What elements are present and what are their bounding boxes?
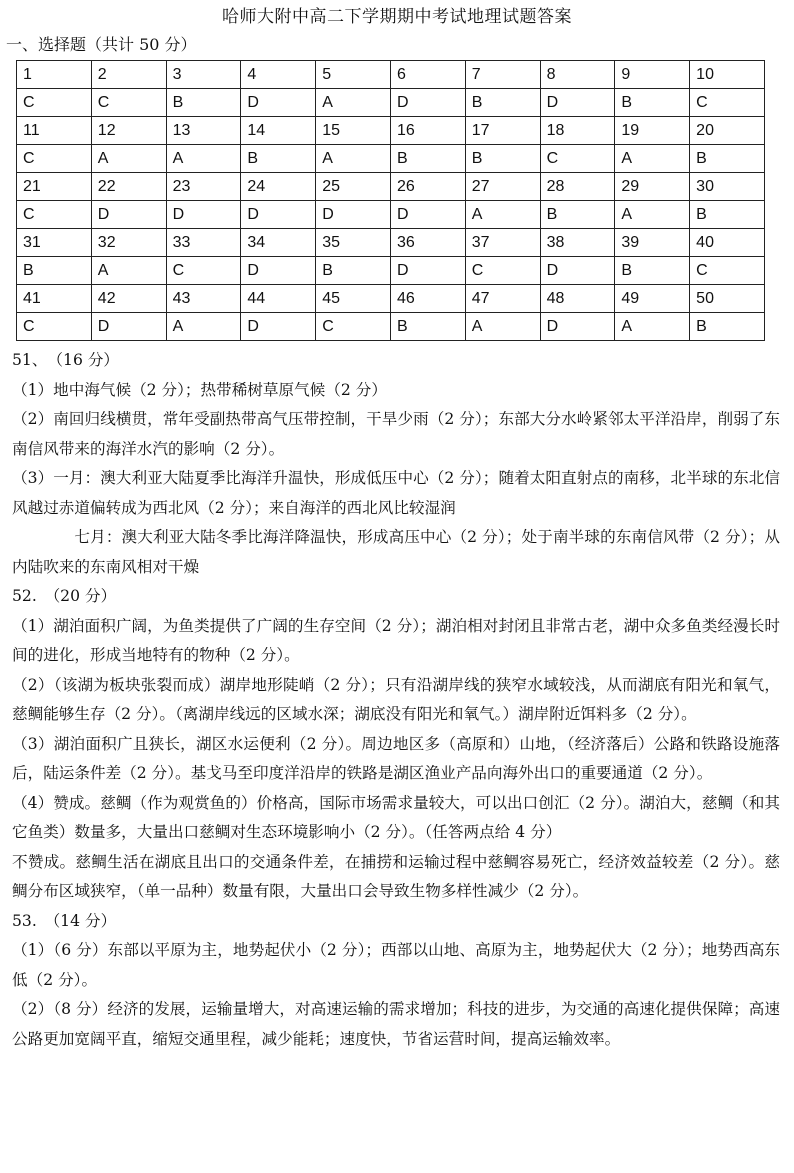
question-number-cell: 10	[690, 61, 765, 89]
answer-letter-cell: D	[241, 313, 316, 341]
answer-letter-cell: C	[17, 89, 92, 117]
page-title: 哈师大附中高二下学期期中考试地理试题答案	[222, 7, 572, 27]
answer-letter-row	[17, 313, 765, 341]
answer-letter-cell: B	[615, 89, 690, 117]
question-53-part-1: （1）（6 分）东部以平原为主，地势起伏小（2 分）；西部以山地、高原为主，地势起伏大（2 分）；地势西高东低（2 分）。	[12, 941, 780, 989]
answer-letter-cell: B	[465, 145, 540, 173]
question-number-cell: 29	[615, 173, 690, 201]
question-number-cell: 26	[390, 173, 465, 201]
question-number-cell: 11	[17, 117, 92, 145]
answer-letter-cell: B	[316, 257, 391, 285]
question-number-cell: 40	[690, 229, 765, 257]
answer-letter-cell: C	[91, 89, 166, 117]
question-number-cell: 5	[316, 61, 391, 89]
answer-letter-cell: C	[17, 313, 92, 341]
answer-letter-cell: A	[465, 201, 540, 229]
answer-table	[16, 60, 765, 341]
answer-letter-cell: B	[690, 145, 765, 173]
answer-table-body	[17, 61, 765, 341]
answer-letter-cell: A	[91, 257, 166, 285]
question-number-cell: 30	[690, 173, 765, 201]
answer-letter-cell: D	[241, 257, 316, 285]
question-number-cell: 16	[390, 117, 465, 145]
question-number-cell: 43	[166, 285, 241, 313]
answer-letter-cell: B	[390, 145, 465, 173]
answer-letter-cell: B	[540, 201, 615, 229]
answer-body	[12, 346, 780, 1054]
answer-letter-cell: A	[166, 145, 241, 173]
answer-letter-cell: C	[166, 257, 241, 285]
question-number-cell: 49	[615, 285, 690, 313]
question-number-cell: 44	[241, 285, 316, 313]
answer-letter-cell: D	[241, 201, 316, 229]
question-number-cell: 24	[241, 173, 316, 201]
answer-letter-cell: A	[615, 145, 690, 173]
question-number-cell: 33	[166, 229, 241, 257]
question-number-cell: 32	[91, 229, 166, 257]
question-number-cell: 9	[615, 61, 690, 89]
question-number-cell: 13	[166, 117, 241, 145]
question-number-row	[17, 229, 765, 257]
answer-letter-cell: A	[615, 201, 690, 229]
question-number-cell: 22	[91, 173, 166, 201]
question-number-cell: 19	[615, 117, 690, 145]
answer-letter-cell: D	[390, 201, 465, 229]
question-number-cell: 25	[316, 173, 391, 201]
question-number-cell: 42	[91, 285, 166, 313]
question-number-cell: 47	[465, 285, 540, 313]
question-51-part-1: （1）地中海气候（2 分）；热带稀树草原气候（2 分）	[12, 380, 387, 399]
answer-letter-cell: A	[166, 313, 241, 341]
question-number-cell: 46	[390, 285, 465, 313]
question-number-cell: 6	[390, 61, 465, 89]
question-number-cell: 41	[17, 285, 92, 313]
answer-letter-cell: D	[390, 89, 465, 117]
answer-letter-cell: B	[690, 201, 765, 229]
question-number-cell: 1	[17, 61, 92, 89]
question-number-row	[17, 285, 765, 313]
answer-letter-cell: B	[166, 89, 241, 117]
answer-letter-cell: D	[91, 313, 166, 341]
question-number-cell: 35	[316, 229, 391, 257]
question-52-part-2: （2）（该湖为板块张裂而成）湖岸地形陡峭（2 分）；只有沿湖岸线的狭窄水域较浅，从而湖底有阳光和氧气，慈鲷能够生存（2 分）。（离湖岸线远的区域水深；湖底没有阳光和氧气。）湖岸附近饵料多（2 分）。	[12, 675, 780, 723]
answer-letter-cell: B	[241, 145, 316, 173]
question-number-cell: 3	[166, 61, 241, 89]
answer-letter-cell: D	[540, 313, 615, 341]
answer-letter-cell: B	[465, 89, 540, 117]
question-51-part-3-july: 七月：澳大利亚大陆冬季比海洋降温快，形成高压中心（2 分）；处于南半球的东南信风带（2 分）；从内陆吹来的东南风相对干燥	[12, 528, 780, 576]
section-heading-multiple-choice: 一、选择题（共计 50 分）	[6, 35, 197, 54]
question-number-row	[17, 117, 765, 145]
question-52-part-1: （1）湖泊面积广阔，为鱼类提供了广阔的生存空间（2 分）；湖泊相对封闭且非常古老，湖中众多鱼类经漫长时间的进化，形成当地特有的物种（2 分）。	[12, 616, 780, 664]
question-number-cell: 23	[166, 173, 241, 201]
question-number-cell: 39	[615, 229, 690, 257]
question-number-cell: 14	[241, 117, 316, 145]
question-number-cell: 17	[465, 117, 540, 145]
answer-letter-row	[17, 201, 765, 229]
question-51-heading: 51、 （16 分）	[12, 351, 120, 369]
question-number-cell: 18	[540, 117, 615, 145]
question-53-heading: 53. （14 分）	[12, 911, 117, 930]
question-number-cell: 12	[91, 117, 166, 145]
answer-letter-cell: A	[615, 313, 690, 341]
question-number-cell: 7	[465, 61, 540, 89]
question-52-part-3: （3）湖泊面积广且狭长，湖区水运便利（2 分）。周边地区多（高原和）山地，（经济落后）公路和铁路设施落后，陆运条件差（2 分）。基戈马至印度洋沿岸的铁路是湖区渔业产品向海外出口的重要通道（2 分）。	[12, 734, 780, 782]
answer-letter-cell: C	[540, 145, 615, 173]
answer-letter-cell: C	[465, 257, 540, 285]
question-number-cell: 50	[690, 285, 765, 313]
answer-letter-row	[17, 145, 765, 173]
answer-letter-cell: D	[390, 257, 465, 285]
question-52-part-4-agree: （4）赞成。慈鲷（作为观赏鱼的）价格高，国际市场需求量较大，可以出口创汇（2 分）。湖泊大，慈鲷（和其它鱼类）数量多，大量出口慈鲷对生态环境影响小（2 分）。（任答两点给 4 分）	[12, 793, 780, 841]
answer-letter-cell: D	[241, 89, 316, 117]
answer-letter-cell: A	[316, 89, 391, 117]
question-number-cell: 28	[540, 173, 615, 201]
question-number-cell: 48	[540, 285, 615, 313]
question-number-cell: 37	[465, 229, 540, 257]
answer-letter-cell: A	[316, 145, 391, 173]
question-number-cell: 31	[17, 229, 92, 257]
answer-letter-cell: D	[166, 201, 241, 229]
answer-letter-cell: B	[390, 313, 465, 341]
question-number-cell: 45	[316, 285, 391, 313]
answer-letter-cell: C	[316, 313, 391, 341]
question-number-cell: 15	[316, 117, 391, 145]
question-number-cell: 38	[540, 229, 615, 257]
question-51-part-3: （3）一月：澳大利亚大陆夏季比海洋升温快，形成低压中心（2 分）；随着太阳直射点的南移，北半球的东北信风越过赤道偏转成为西北风（2 分）；来自海洋的西北风比较湿润	[12, 469, 780, 517]
question-number-cell: 27	[465, 173, 540, 201]
answer-letter-cell: C	[690, 89, 765, 117]
answer-letter-cell: D	[540, 89, 615, 117]
question-number-cell: 8	[540, 61, 615, 89]
question-number-cell: 36	[390, 229, 465, 257]
question-number-cell: 34	[241, 229, 316, 257]
answer-letter-cell: D	[540, 257, 615, 285]
answer-letter-cell: D	[316, 201, 391, 229]
question-number-cell: 2	[91, 61, 166, 89]
question-51-part-2: （2）南回归线横贯，常年受副热带高气压带控制，干旱少雨（2 分）；东部大分水岭紧邻太平洋沿岸，削弱了东南信风带来的海洋水汽的影响（2 分）。	[12, 410, 780, 458]
answer-letter-cell: A	[91, 145, 166, 173]
question-52-heading: 52. （20 分）	[12, 587, 117, 605]
question-number-cell: 20	[690, 117, 765, 145]
question-52-part-4-disagree: 不赞成。慈鲷生活在湖底且出口的交通条件差，在捕捞和运输过程中慈鲷容易死亡，经济效益较差（2 分）。慈鲷分布区域狭窄，（单一品种）数量有限，大量出口会导致生物多样性减少（2 分）。	[12, 852, 780, 900]
answer-letter-row	[17, 89, 765, 117]
answer-letter-row	[17, 257, 765, 285]
answer-letter-cell: C	[17, 145, 92, 173]
answer-letter-cell: C	[17, 201, 92, 229]
question-number-row	[17, 173, 765, 201]
answer-letter-cell: B	[17, 257, 92, 285]
question-53-part-2: （2）（8 分）经济的发展，运输量增大，对高速运输的需求增加；科技的进步，为交通的高速化提供保障；高速公路更加宽阔平直，缩短交通里程，减少能耗；速度快，节省运营时间，提高运输效率。	[12, 1000, 780, 1048]
answer-letter-cell: B	[690, 313, 765, 341]
answer-letter-cell: A	[465, 313, 540, 341]
answer-letter-cell: C	[690, 257, 765, 285]
question-number-row	[17, 61, 765, 89]
question-number-cell: 4	[241, 61, 316, 89]
answer-letter-cell: D	[91, 201, 166, 229]
answer-letter-cell: B	[615, 257, 690, 285]
question-number-cell: 21	[17, 173, 92, 201]
